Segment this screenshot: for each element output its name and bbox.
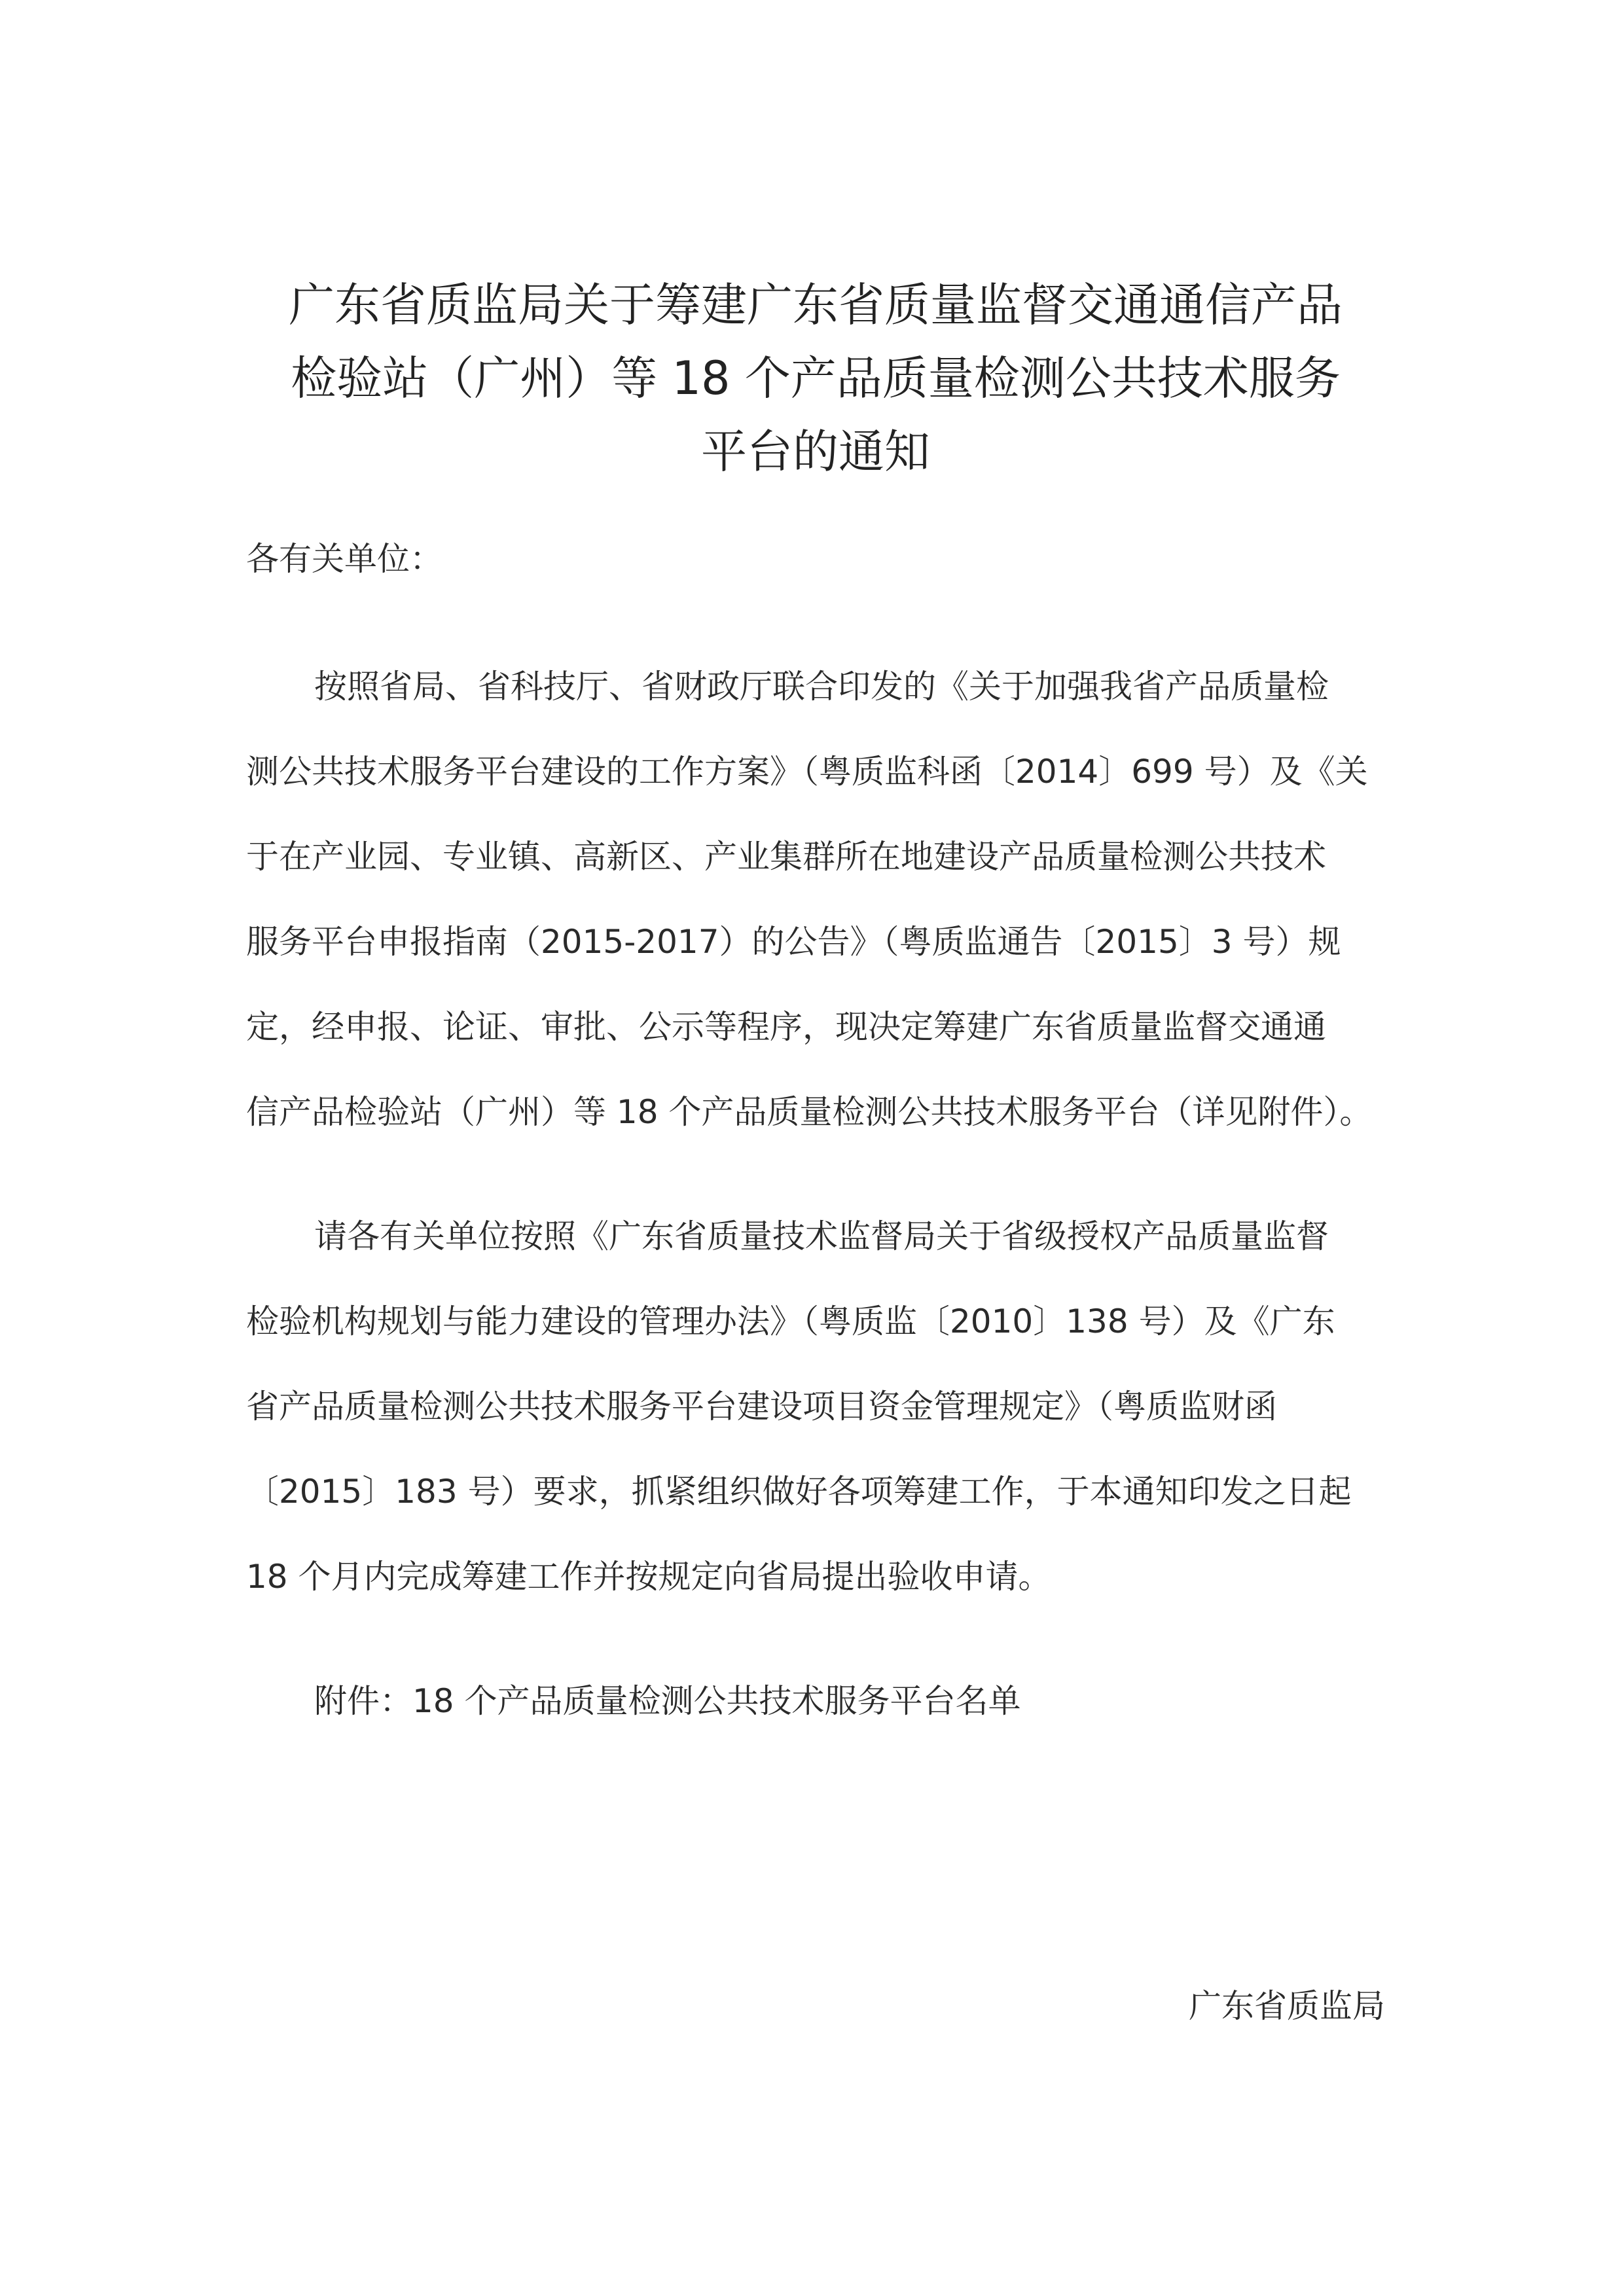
paragraph-line: 〔2015〕183 号）要求，抓紧组织做好各项筹建工作，于本通知印发之日起 (246, 1473, 1352, 1511)
paragraph-line: 服务平台申报指南（2015-2017）的公告》（粤质监通告〔2015〕3 号）规 (246, 923, 1341, 961)
body-paragraph-2 (246, 1194, 1385, 1619)
paragraph-line: 按照省局、省科技厅、省财政厅联合印发的《关于加强我省产品质量检 (314, 668, 1329, 706)
document-page (246, 268, 1385, 2025)
title-line: 平台的通知 (701, 425, 930, 478)
title-line: 广东省质监局关于筹建广东省质量监督交通通信产品 (289, 278, 1343, 332)
paragraph-line: 请各有关单位按照《广东省质量技术监督局关于省级授权产品质量监督 (314, 1217, 1329, 1255)
paragraph-line: 定，经申报、论证、审批、公示等程序，现决定筹建广东省质量监督交通通 (246, 1008, 1326, 1046)
paragraph-line: 省产品质量检测公共技术服务平台建设项目资金管理规定》（粤质监财函 (246, 1388, 1277, 1426)
document-title (246, 268, 1385, 488)
salutation: 各有关单位： (246, 540, 442, 578)
attachment-line: 附件：18 个产品质量检测公共技术服务平台名单 (314, 1682, 1021, 1720)
attachment-note (246, 1659, 1385, 1744)
paragraph-line: 测公共技术服务平台建设的工作方案》（粤质监科函〔2014〕699 号）及《关 (246, 753, 1368, 791)
paragraph-line: 18 个月内完成筹建工作并按规定向省局提出验收申请。 (246, 1558, 1051, 1596)
paragraph-line: 信产品检验站（广州）等 18 个产品质量检测公共技术服务平台（详见附件）。 (246, 1093, 1373, 1131)
title-line: 检验站（广州）等 18 个产品质量检测公共技术服务 (291, 351, 1341, 405)
body-paragraph-1 (246, 644, 1385, 1155)
paragraph-line: 于在产业园、专业镇、高新区、产业集群所在地建设产品质量检测公共技术 (246, 838, 1326, 876)
paragraph-line: 检验机构规划与能力建设的管理办法》（粤质监〔2010〕138 号）及《广东 (246, 1302, 1335, 1340)
issuer-signature: 广东省质监局 (1189, 1987, 1385, 2025)
